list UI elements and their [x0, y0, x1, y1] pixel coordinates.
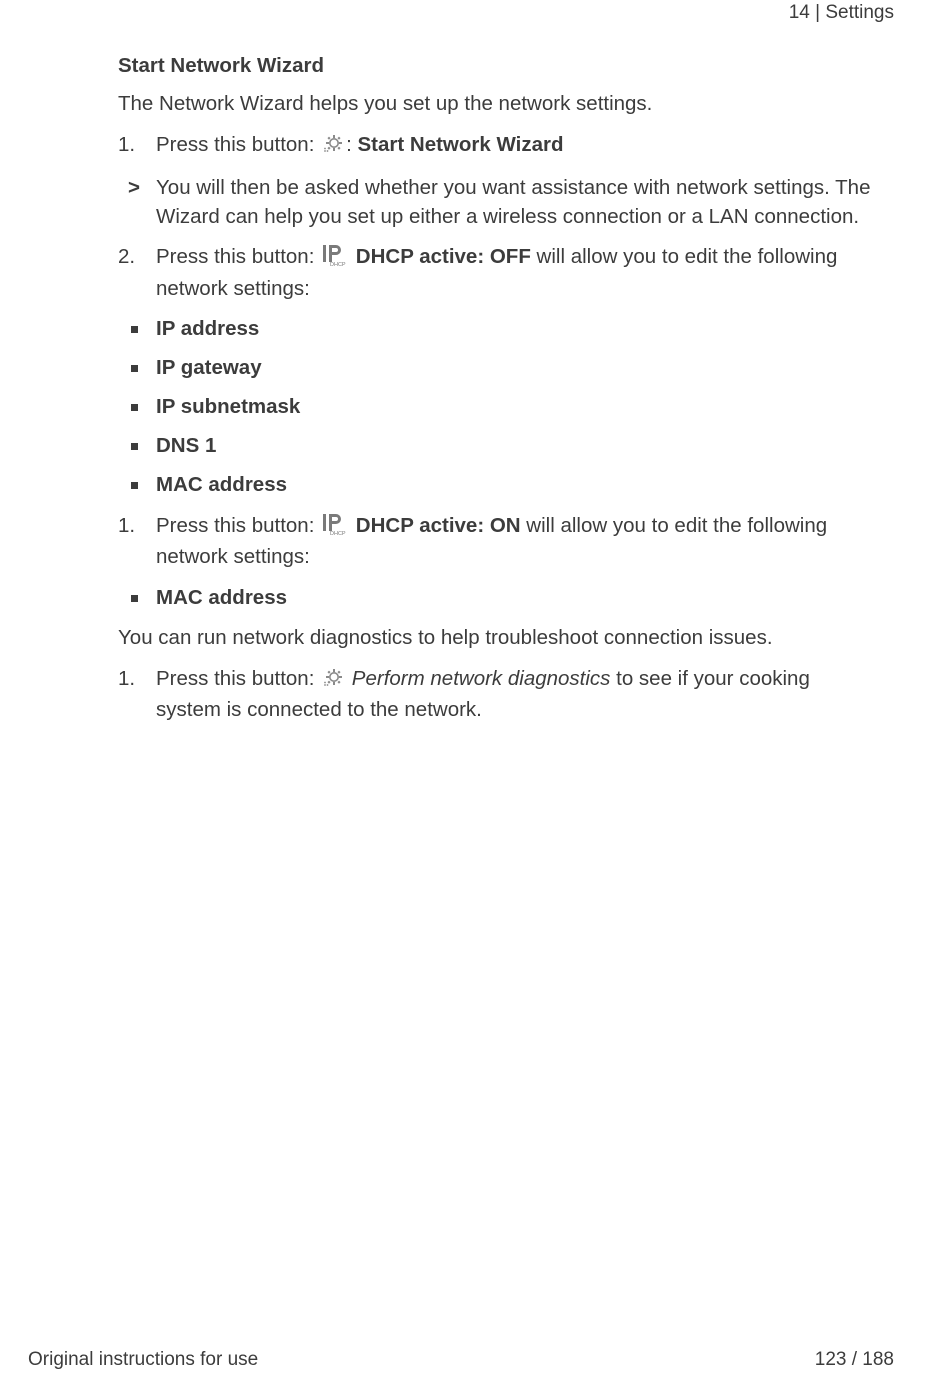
gear-icon: [322, 668, 344, 697]
list-item: IP subnetmask: [118, 393, 878, 422]
list-item: IP gateway: [118, 354, 878, 383]
step-number: 2.: [118, 245, 136, 268]
bullet-icon: [118, 432, 156, 461]
list-item: MAC address: [118, 584, 878, 613]
result-marker: >: [128, 176, 140, 199]
step-number: 1.: [118, 132, 136, 156]
step-dhcp-off: 2. Press this button: DHCP DHCP active: OFF will allow you to edit the following network settings:: [118, 243, 878, 303]
step-diagnostics: 1. Press this button: Perform network diagnostics to see if your cooking system is connected to the network.: [118, 665, 878, 725]
list-item: MAC address: [118, 471, 878, 500]
dhcp-off-settings-list: [118, 315, 878, 500]
step-number: 1.: [118, 513, 136, 537]
dhcp-on-button[interactable]: DHCP active: ON: [355, 513, 521, 537]
footer-page-number: 123 / 188: [814, 1349, 894, 1370]
dhcp-off-button[interactable]: DHCP active: OFF: [355, 245, 531, 268]
list-item: IP address: [118, 315, 878, 344]
page-content: [118, 52, 878, 737]
page-header: 14 | Settings: [788, 2, 894, 23]
step-dhcp-on: 1. Press this button: DHCP DHCP active: ON will allow you to edit the following network settings:: [118, 512, 878, 572]
bullet-icon: [118, 315, 156, 344]
list-item: DNS 1: [118, 432, 878, 461]
svg-text:DHCP: DHCP: [330, 262, 346, 266]
diagnostics-intro: You can run network diagnostics to help troubleshoot connection issues.: [118, 626, 773, 649]
bullet-icon: [118, 393, 156, 422]
result-text: You will then be asked whether you want assistance with network settings. The Wizard can help you set up either a wireless connection or a LAN connection.: [156, 176, 871, 228]
section-title: Start Network Wizard: [118, 54, 324, 77]
perform-diagnostics-button[interactable]: Perform network diagnostics: [351, 666, 611, 690]
dhcp-on-settings-list: [118, 584, 878, 613]
ip-dhcp-icon: [322, 513, 348, 544]
step-start-wizard: 1. Press this button: : Start Network Wizard: [118, 131, 878, 163]
svg-text:DHCP: DHCP: [330, 530, 346, 535]
step-number: 1.: [118, 666, 136, 690]
ip-dhcp-icon: [322, 244, 348, 275]
start-network-wizard-button[interactable]: Start Network Wizard: [357, 132, 564, 156]
bullet-icon: [118, 471, 156, 500]
bullet-icon: [118, 354, 156, 383]
step-prefix: Press this button:: [156, 132, 321, 156]
bullet-icon: [118, 584, 156, 613]
step-prefix: Press this button:: [156, 513, 321, 537]
step-prefix: Press this button:: [156, 245, 321, 268]
section-intro: The Network Wizard helps you set up the network settings.: [118, 92, 653, 115]
step-result: [118, 174, 878, 231]
gear-icon: [322, 134, 344, 163]
step-prefix: Press this button:: [156, 666, 321, 690]
footer-doc-title: Original instructions for use: [28, 1349, 259, 1370]
